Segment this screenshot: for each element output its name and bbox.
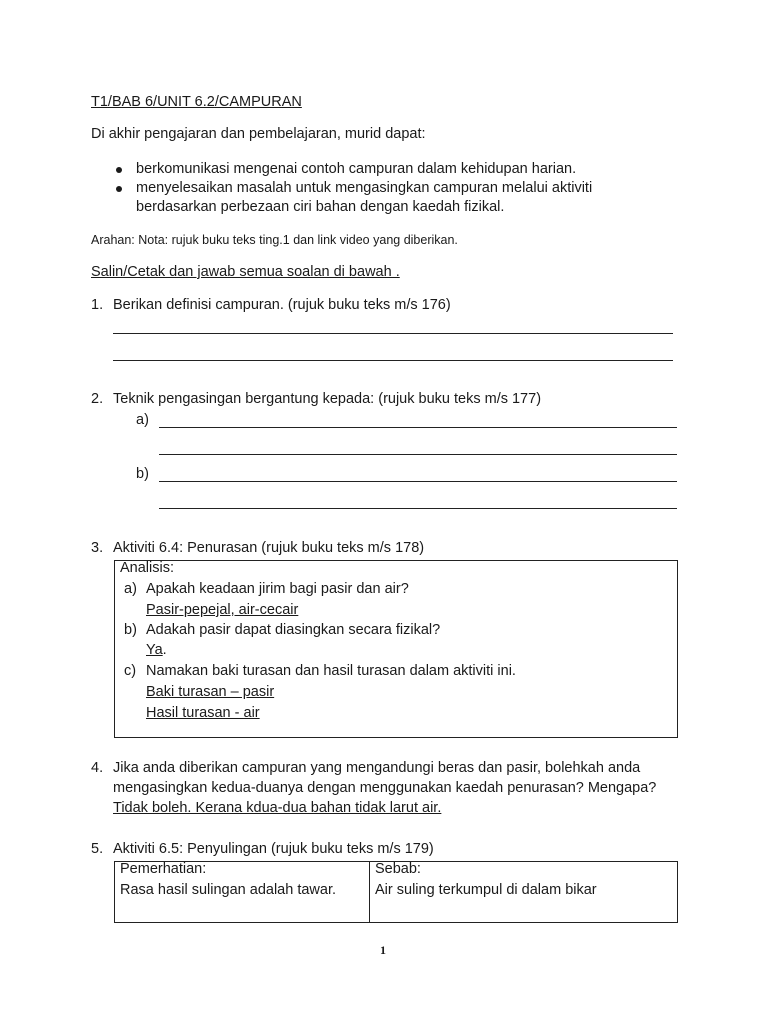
q2-b-label: b) bbox=[136, 466, 149, 482]
q3-text: Aktiviti 6.4: Penurasan (rujuk buku teks m/s 178) bbox=[113, 540, 425, 556]
q3-c-label: c) bbox=[124, 663, 137, 679]
objective-2-cont: berdasarkan perbezaan ciri bahan dengan kaedah fizikal. bbox=[136, 199, 505, 215]
q3-number: 3. bbox=[91, 540, 104, 556]
q3-c-answer-1: Baki turasan – pasir bbox=[146, 684, 275, 700]
page-number: 1 bbox=[380, 943, 386, 957]
q4-line-2: mengasingkan kedua-duanya dengan menggunakan kaedah penurasan? Mengapa? bbox=[113, 780, 657, 796]
answer-line bbox=[113, 360, 673, 361]
q3-a-answer: Pasir-pepejal, air-cecair bbox=[146, 602, 299, 618]
analysis-title: Analisis: bbox=[120, 560, 174, 576]
q2-text: Teknik pengasingan bergantung kepada: (rujuk buku teks m/s 177) bbox=[113, 391, 542, 407]
q1-number: 1. bbox=[91, 297, 104, 313]
instruction: Salin/Cetak dan jawab semua soalan di bawah . bbox=[91, 264, 400, 280]
q4-number: 4. bbox=[91, 760, 104, 776]
objective-2: menyelesaikan masalah untuk mengasingkan campuran melalui aktiviti bbox=[136, 180, 593, 196]
q3-c-question: Namakan baki turasan dan hasil turasan dalam aktiviti ini. bbox=[146, 663, 516, 679]
table-header-pemerhatian: Pemerhatian: bbox=[120, 861, 207, 877]
q5-text: Aktiviti 6.5: Penyulingan (rujuk buku teks m/s 179) bbox=[113, 841, 434, 857]
q2-number: 2. bbox=[91, 391, 104, 407]
answer-line bbox=[159, 427, 677, 428]
q3-b-question: Adakah pasir dapat diasingkan secara fizikal? bbox=[146, 622, 441, 638]
answer-line bbox=[159, 454, 677, 455]
worksheet-title: T1/BAB 6/UNIT 6.2/CAMPURAN bbox=[91, 94, 302, 110]
intro-text: Di akhir pengajaran dan pembelajaran, murid dapat: bbox=[91, 126, 426, 142]
q3-b-answer: Ya. bbox=[146, 642, 167, 658]
table-cell-pemerhatian: Rasa hasil sulingan adalah tawar. bbox=[120, 882, 337, 898]
answer-line bbox=[159, 481, 677, 482]
table-divider bbox=[369, 861, 370, 923]
q1-text: Berikan definisi campuran. (rujuk buku teks m/s 176) bbox=[113, 297, 451, 313]
table-header-sebab: Sebab: bbox=[375, 861, 421, 877]
q4-line-1: Jika anda diberikan campuran yang mengandungi beras dan pasir, bolehkah anda bbox=[113, 760, 641, 776]
answer-line bbox=[113, 333, 673, 334]
q3-a-question: Apakah keadaan jirim bagi pasir dan air? bbox=[146, 581, 409, 597]
answer-line bbox=[159, 508, 677, 509]
table-cell-sebab: Air suling terkumpul di dalam bikar bbox=[375, 882, 597, 898]
arahan-note: Arahan: Nota: rujuk buku teks ting.1 dan link video yang diberikan. bbox=[91, 233, 458, 247]
bullet-icon bbox=[116, 186, 122, 192]
q3-c-answer-2: Hasil turasan - air bbox=[146, 705, 260, 721]
q5-number: 5. bbox=[91, 841, 104, 857]
bullet-icon bbox=[116, 167, 122, 173]
objective-1: berkomunikasi mengenai contoh campuran dalam kehidupan harian. bbox=[136, 161, 577, 177]
q3-a-label: a) bbox=[124, 581, 137, 597]
q3-b-label: b) bbox=[124, 622, 137, 638]
q2-a-label: a) bbox=[136, 412, 149, 428]
q4-answer: Tidak boleh. Kerana kdua-dua bahan tidak larut air. bbox=[113, 800, 442, 816]
